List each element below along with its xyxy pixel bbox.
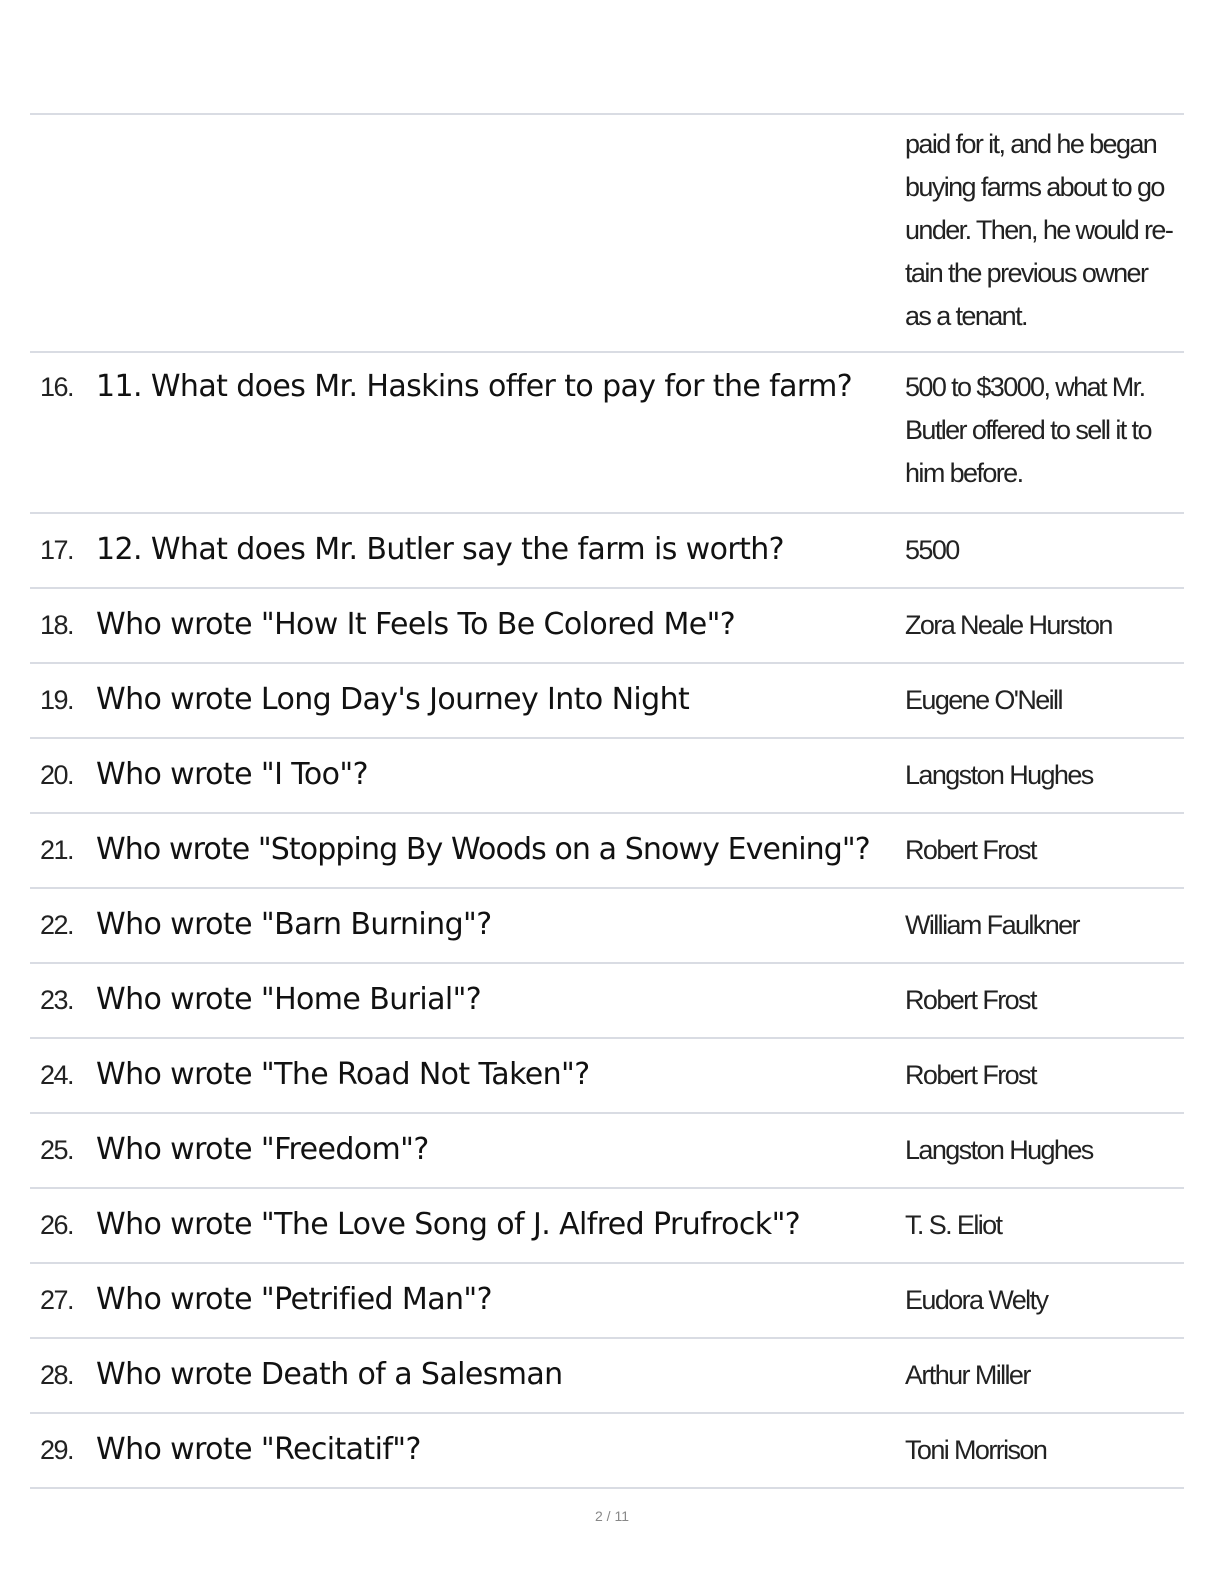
question-cell: Who wrote "The Road Not Taken"? [96, 1057, 590, 1092]
row-number: 20. [40, 760, 74, 790]
row-number: 17. [40, 535, 74, 565]
answer-cell: Langston Hughes [905, 1135, 1093, 1165]
table-row [30, 664, 1184, 739]
row-number: 22. [40, 910, 74, 940]
table-row [30, 964, 1184, 1039]
answer-cell: Robert Frost [905, 985, 1036, 1015]
question-cell: Who wrote "Home Burial"? [96, 982, 482, 1017]
answer-cell: Langston Hughes [905, 760, 1093, 790]
table-row-continued [30, 115, 1184, 353]
table-row [30, 514, 1184, 589]
question-cell: Who wrote Long Day's Journey Into Night [96, 682, 690, 717]
question-cell: Who wrote "Petrified Man"? [96, 1282, 492, 1317]
row-number: 21. [40, 835, 74, 865]
answer-cell: 5500 [905, 535, 959, 565]
table-row [30, 353, 1184, 514]
page-indicator: 2 / 11 [595, 1508, 629, 1524]
question-cell: Who wrote "Recitatif"? [96, 1432, 421, 1467]
answer-cell: Eugene O'Neill [905, 685, 1062, 715]
question-cell: 12. What does Mr. Butler say the farm is worth? [96, 532, 784, 567]
flashcard-table [30, 113, 1184, 1489]
row-number: 19. [40, 685, 74, 715]
table-row [30, 1189, 1184, 1264]
answer-cell: T. S. Eliot [905, 1210, 1002, 1240]
answer-cell: William Faulkner [905, 910, 1079, 940]
question-cell: Who wrote "How It Feels To Be Colored Me"? [96, 607, 736, 642]
answer-cell: Robert Frost [905, 1060, 1036, 1090]
question-cell: Who wrote "I Too"? [96, 757, 368, 792]
table-row [30, 1339, 1184, 1414]
row-number: 16. [40, 372, 74, 402]
row-number: 25. [40, 1135, 74, 1165]
table-row [30, 1264, 1184, 1339]
table-row [30, 1414, 1184, 1489]
answer-cell: Arthur Miller [905, 1360, 1030, 1390]
answer-cell: paid for it, and he began buying farms about to go under. Then, he would re-tain the previous owner as a tenant. [905, 129, 1173, 331]
table-row [30, 739, 1184, 814]
question-cell: Who wrote Death of a Salesman [96, 1357, 563, 1392]
answer-cell: Eudora Welty [905, 1285, 1048, 1315]
answer-cell: Toni Morrison [905, 1435, 1047, 1465]
table-row [30, 814, 1184, 889]
question-cell: Who wrote "Stopping By Woods on a Snowy Evening"? [96, 832, 870, 867]
table-row [30, 889, 1184, 964]
row-number: 18. [40, 610, 74, 640]
row-number: 23. [40, 985, 74, 1015]
row-number: 27. [40, 1285, 74, 1315]
row-number: 29. [40, 1435, 74, 1465]
question-cell: Who wrote "Freedom"? [96, 1132, 429, 1167]
table-row [30, 589, 1184, 664]
table-row [30, 1114, 1184, 1189]
row-number: 26. [40, 1210, 74, 1240]
answer-cell: Robert Frost [905, 835, 1036, 865]
answer-cell: Zora Neale Hurston [905, 610, 1112, 640]
question-cell: Who wrote "The Love Song of J. Alfred Prufrock"? [96, 1207, 801, 1242]
row-number: 24. [40, 1060, 74, 1090]
answer-cell: 500 to $3000, what Mr. Butler offered to sell it to him before. [905, 372, 1151, 488]
row-number: 28. [40, 1360, 74, 1390]
question-cell: Who wrote "Barn Burning"? [96, 907, 492, 942]
table-row [30, 1039, 1184, 1114]
question-cell: 11. What does Mr. Haskins offer to pay for the farm? [96, 369, 853, 404]
